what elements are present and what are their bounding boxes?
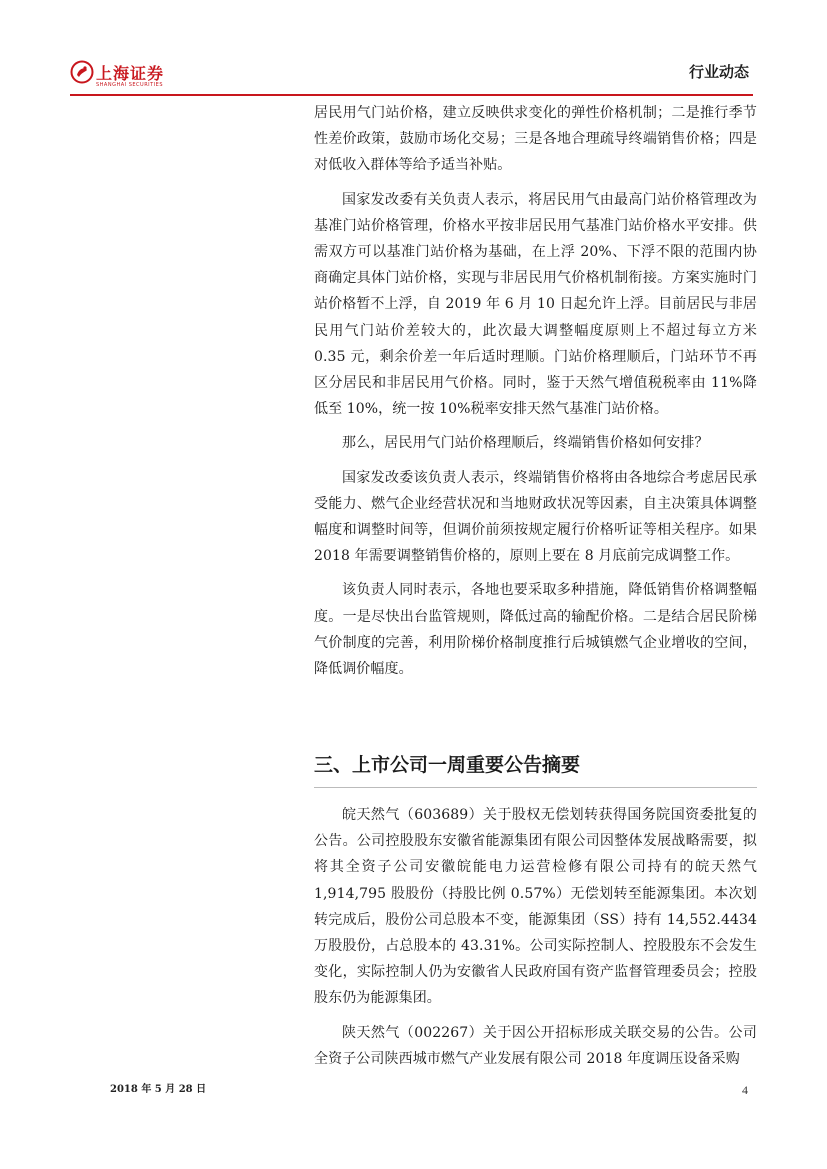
paragraph: 那么，居民用气门站价格理顺后，终端销售价格如何安排？ (342, 435, 709, 452)
report-type-label: 行业动态 (688, 63, 749, 81)
page-header (70, 56, 753, 96)
paragraph: 国家发改委该负责人表示，终端销售价格将由各地综合考虑居民承受能力、燃气企业经营状况和当地财政状况等因素，自主决策具体调整幅度和调整时间等，但调价前须按规定履行价格听证等相关程序。如果 2018 年需要调整销售价格的，原则上要在 8 月底前完成调整工作。 (314, 469, 757, 565)
logo-subtext: SHANGHAI SECURITIES (96, 82, 164, 88)
section-heading: 三、上市公司一周重要公告摘要 (314, 754, 581, 776)
paragraph: 国家发改委有关负责人表示，将居民用气由最高门站价格管理改为基准门站价格管理，价格水平按非居民用气基准门站价格水平安排。供需双方可以基准门站价格为基础，在上浮 20%、下浮不限的范围内协商确定具体门站价格，实现与非居民用气价格机制衔接。方案实施时门站价格暂不上浮，自 2019 年 6 月 10 日起允许上浮。目前居民与非居民用气门站价差较大的，此次最大调整幅度原则上不超过每立方米 0.35 元，剩余价差一年后适时理顺。门站价格理顺后，门站环节不再区分居民和非居民用气价格。同时，鉴于天然气增值税税率由 11%降低至 10%，统一按 10%税率安排天然气基准门站价格。 (314, 191, 757, 418)
logo-text: 上海证券 (96, 64, 165, 83)
header-divider (70, 94, 753, 96)
paragraph: 居民用气门站价格，建立反映供求变化的弹性价格机制；二是推行季节性差价政策，鼓励市场化交易；三是各地合理疏导终端销售价格；四是对低收入群体等给予适当补贴。 (314, 105, 757, 174)
paragraph: 皖天然气（603689）关于股权无偿划转获得国务院国资委批复的公告。公司控股股东安徽省能源集团有限公司因整体发展战略需要，拟将其全资子公司安徽皖能电力运营检修有限公司持有的皖天然气 1,914,795 股股份（持股比例 0.57%）无偿划转至能源集团。本次划转完成后，股份公司总股本不变，能源集团（SS）持有 14,552.4434 万股股份，占总股本的 43.31%。公司实际控制人、控股股东不会发生变化，实际控制人仍为安徽省人民政府国有资产监督管理委员会；控股股东仍为能源集团。 (314, 807, 757, 1007)
page-number: 4 (742, 1083, 748, 1097)
paragraph: 该负责人同时表示，各地也要采取多种措施，降低销售价格调整幅度。一是尽快出台监管规则，降低过高的输配价格。二是结合居民阶梯气价制度的完善，利用阶梯价格制度推行后城镇燃气企业增收的空间，降低调价幅度。 (314, 582, 757, 678)
paragraph: 陕天然气（002267）关于因公开招标形成关联交易的公告。公司全资子公司陕西城市燃气产业发展有限公司 2018 年度调压设备采购 (314, 1024, 757, 1067)
section-body (314, 802, 757, 1072)
logo-emblem-icon (70, 60, 94, 84)
body-text (314, 100, 757, 682)
report-date: 2018 年 5 月 28 日 (110, 1084, 207, 1095)
section-divider (314, 787, 757, 788)
company-logo (70, 60, 170, 90)
